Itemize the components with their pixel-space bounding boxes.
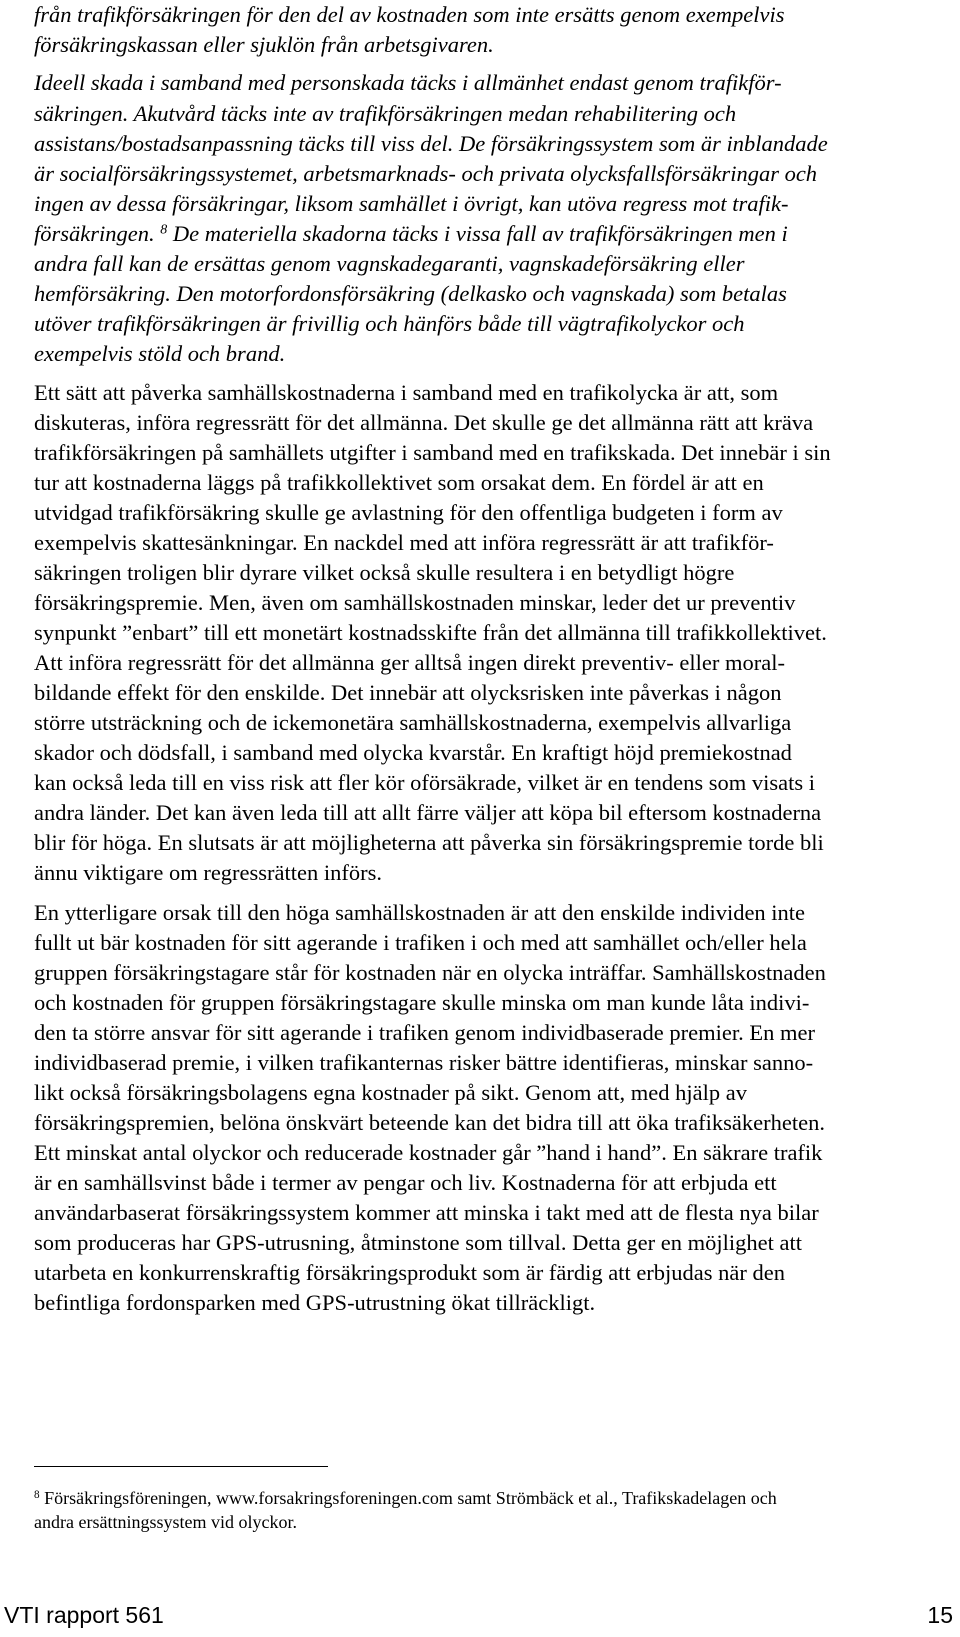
paragraph-line: försäkringspremien, belöna önskvärt beteende kan det bidra till att öka trafiksäkerheten. <box>34 1110 825 1135</box>
paragraph-line: större utsträckning och de ickemonetära samhällskostnaderna, exempelvis allvarliga <box>34 710 792 735</box>
quote-line-rest: De materiella skadorna täcks i vissa fall av trafikförsäkringen men i <box>172 221 788 246</box>
paragraph-line: säkringen troligen blir dyrare vilket också skulle resultera i en betydligt högre <box>34 560 735 585</box>
quote-line: ingen av dessa försäkringar, liksom samhället i övrigt, kan utöva regress mot trafik- <box>34 191 789 216</box>
paragraph-line: blir för höga. En slutsats är att möjligheterna att påverka sin försäkringspremie torde bli <box>34 830 824 855</box>
report-name: VTI rapport 561 <box>4 1602 164 1628</box>
paragraph-line: användarbaserat försäkringssystem kommer att minska i takt med att de flesta nya bilar <box>34 1200 819 1225</box>
quote-line: andra fall kan de ersättas genom vagnskadegaranti, vagnskadeförsäkring eller <box>34 251 745 276</box>
paragraph-line: ännu viktigare om regressrätten införs. <box>34 860 383 885</box>
quote-line-with-footnote <box>34 219 788 249</box>
paragraph-line: diskuteras, införa regressrätt för det allmänna. Det skulle ge det allmänna rätt att kräva <box>34 410 814 435</box>
quote-line: assistans/bostadsanpassning täcks till viss del. De försäkringssystem som är inblandade <box>34 131 828 156</box>
paragraph-line: tur att kostnaderna läggs på trafikkollektivet som orsakat dem. En fördel är att en <box>34 470 764 495</box>
paragraph-line: bildande effekt för den enskilde. Det innebär att olycksrisken inte påverkas i någon <box>34 680 782 705</box>
paragraph-line: En ytterligare orsak till den höga samhällskostnaden är att den enskilde individen inte <box>34 900 806 925</box>
quote-line: från trafikförsäkringen för den del av kostnaden som inte ersätts genom exempelvis <box>34 2 785 27</box>
paragraph-line: fullt ut bär kostnaden för sitt agerande i trafiken i och med att samhället och/eller hela <box>34 930 807 955</box>
footnote-text: Försäkringsföreningen, www.forsakringsforeningen.com samt Strömbäck et al., Trafikskadelagen och <box>44 1488 777 1508</box>
paragraph-line: försäkringspremie. Men, även om samhällskostnaden minskar, leder det ur preventiv <box>34 590 796 615</box>
quote-line: är socialförsäkringssystemet, arbetsmarknads- och privata olycksfallsförsäkringar och <box>34 161 818 186</box>
paragraph-line: exempelvis skattesänkningar. En nackdel med att införa regressrätt är att trafikför- <box>34 530 774 555</box>
quote-line: hemförsäkring. Den motorfordonsförsäkring (delkasko och vagnskada) som betalas <box>34 281 787 306</box>
paragraph-line: Ett sätt att påverka samhällskostnaderna i samband med en trafikolycka är att, som <box>34 380 779 405</box>
paragraph-line: synpunkt ”enbart” till ett monetärt kostnadsskifte från det allmänna till trafikkollektivet. <box>34 620 827 645</box>
quote-line: Ideell skada i samband med personskada täcks i allmänhet endast genom trafikför- <box>34 70 782 95</box>
paragraph-line: individbaserad premie, i vilken trafikanternas risker bättre identifieras, minskar sanno- <box>34 1050 814 1075</box>
paragraph-line: och kostnaden för gruppen försäkringstagare skulle minska om man kunde låta indivi- <box>34 990 810 1015</box>
paragraph-line: befintliga fordonsparken med GPS-utrustning ökat tillräckligt. <box>34 1290 596 1315</box>
paragraph-line: Att införa regressrätt för det allmänna ger alltså ingen direkt preventiv- eller moral- <box>34 650 785 675</box>
paragraph-line: trafikförsäkringen på samhällets utgifter i samband med en trafikskada. Det innebär i sin <box>34 440 831 465</box>
paragraph-line: är en samhällsvinst både i termer av pengar och liv. Kostnaderna för att erbjuda ett <box>34 1170 777 1195</box>
paragraph-line: andra länder. Det kan även leda till att allt färre väljer att köpa bil eftersom kostnaderna <box>34 800 822 825</box>
quote-line: exempelvis stöld och brand. <box>34 341 286 366</box>
footnote-line: andra ersättningssystem vid olyckor. <box>34 1512 297 1532</box>
paragraph-line: skador och dödsfall, i samband med olycka kvarstår. En kraftigt höjd premiekostnad <box>34 740 792 765</box>
paragraph-line: utvidgad trafikförsäkring skulle ge avlastning för den offentliga budgeten i form av <box>34 500 783 525</box>
paragraph-line: kan också leda till en viss risk att fler kör oförsäkrade, vilket är en tendens som visats i <box>34 770 816 795</box>
quote-line: utöver trafikförsäkringen är frivillig och hänförs både till vägtrafikolyckor och <box>34 311 745 336</box>
paragraph-line: Ett minskat antal olyckor och reducerade kostnader går ”hand i hand”. En säkrare trafik <box>34 1140 823 1165</box>
paragraph-line: utarbeta en konkurrenskraftig försäkringsprodukt som är färdig att erbjudas när den <box>34 1260 786 1285</box>
quote-line: försäkringskassan eller sjuklön från arbetsgivaren. <box>34 32 494 57</box>
footnote-number: 8 <box>34 1488 40 1501</box>
paragraph-line: den ta större ansvar för sitt agerande i trafiken genom individbaserade premier. En mer <box>34 1020 815 1045</box>
quote-line-prefix: försäkringen. <box>34 221 155 246</box>
page-number: 15 <box>927 1602 953 1628</box>
footnote-separator <box>34 1466 328 1467</box>
footnote-reference[interactable]: 8 <box>160 222 168 238</box>
footnote-line <box>34 1486 777 1510</box>
paragraph-line: likt också försäkringsbolagens egna kostnader på sikt. Genom att, med hjälp av <box>34 1080 747 1105</box>
quote-line: säkringen. Akutvård täcks inte av trafikförsäkringen medan rehabilitering och <box>34 101 737 126</box>
paragraph-line: gruppen försäkringstagare står för kostnaden när en olycka inträffar. Samhällskostnaden <box>34 960 826 985</box>
paragraph-line: som produceras har GPS-utrusning, åtminstone som tillval. Detta ger en möjlighet att <box>34 1230 802 1255</box>
